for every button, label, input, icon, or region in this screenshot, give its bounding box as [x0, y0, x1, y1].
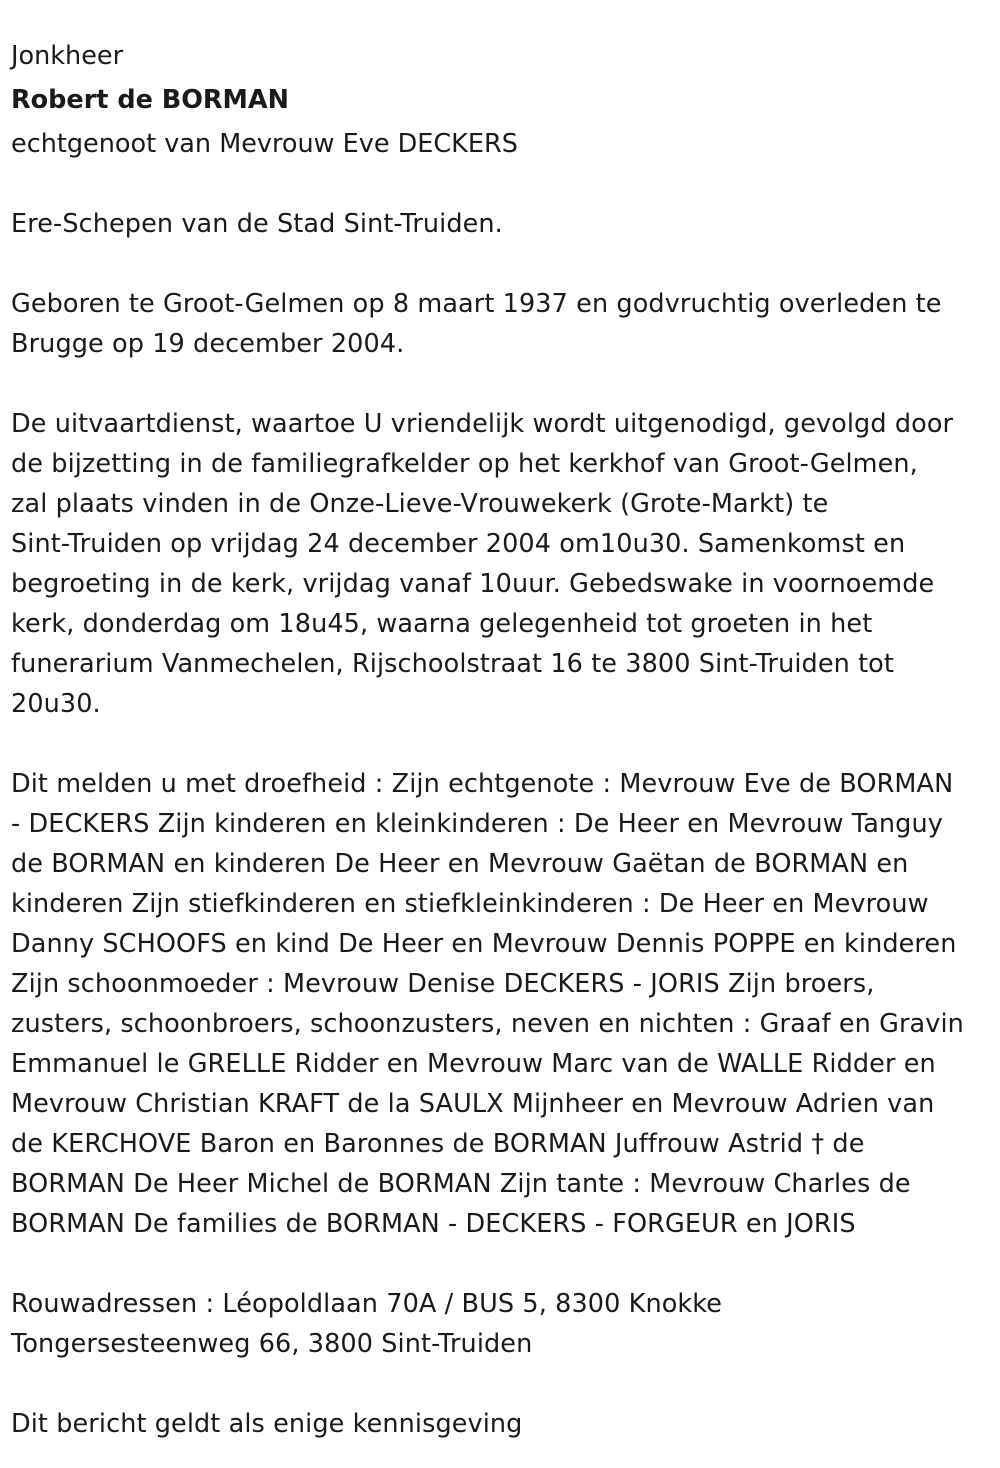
spacer [11, 1244, 990, 1284]
deceased-name: Robert de BORMAN [11, 85, 289, 115]
spouse-line: echtgenoot van Mevrouw Eve DECKERS [11, 129, 518, 159]
addresses-paragraph: Rouwadressen : Léopoldlaan 70A / BUS 5, 8300 Knokke Tongersesteenweg 66, 3800 Sint-Truiden [11, 1289, 723, 1359]
spacer [11, 244, 990, 284]
honorific-title: Jonkheer [11, 41, 124, 71]
spacer [11, 1364, 990, 1404]
closing-line: Dit bericht geldt als enige kennisgeving [11, 1409, 523, 1439]
birth-death-paragraph: Geboren te Groot-Gelmen op 8 maart 1937 en godvruchtig overleden te Brugge op 19 december 2004. [11, 289, 942, 359]
family-paragraph: Dit melden u met droefheid : Zijn echtgenote : Mevrouw Eve de BORMAN - DECKERS Zijn kinderen en kleinkinderen : De Heer en Mevrouw Tanguy de BORMAN en kinderen De Heer en Mevrouw Gaëtan de BORMAN en kinderen Zijn stiefkinderen en stiefkleinkinderen : De Heer en Mevrouw Danny SCHOOFS en kind De Heer en Mevrouw Dennis POPPE en kinderen Zijn schoonmoeder : Mevrouw Denise DECKERS - JORIS Zijn broers, zusters, schoonbroers, schoonzusters, neven en nichten : Graaf en Gravin Emmanuel le GRELLE Ridder en Mevrouw Marc van de WALLE Ridder en Mevrouw Christian KRAFT de la SAULX Mijnheer en Mevrouw Adrien van de KERCHOVE Baron en Baronnes de BORMAN Juffrouw Astrid † de BORMAN De Heer Michel de BORMAN Zijn tante : Mevrouw Charles de BORMAN De families de BORMAN - DECKERS - FORGEUR en JORIS [11, 769, 964, 1239]
spacer [11, 164, 990, 204]
role-paragraph: Ere-Schepen van de Stad Sint-Truiden. [11, 209, 503, 239]
spacer [11, 724, 990, 764]
funeral-paragraph: De uitvaartdienst, waartoe U vriendelijk wordt uitgenodigd, gevolgd door de bijzetting in de familiegrafkelder op het kerkhof van Groot-Gelmen, zal plaats vinden in de Onze-Lieve-Vrouwekerk (Grote-Markt) te Sint-Truiden op vrijdag 24 december 2004 om10u30. Samenkomst en begroeting in de kerk, vrijdag vanaf 10uur. Gebedswake in voornoemde kerk, donderdag om 18u45, waarna gelegenheid tot groeten in het funerarium Vanmechelen, Rijschoolstraat 16 te 3800 Sint-Truiden tot 20u30. [11, 409, 954, 719]
spacer [11, 364, 990, 404]
